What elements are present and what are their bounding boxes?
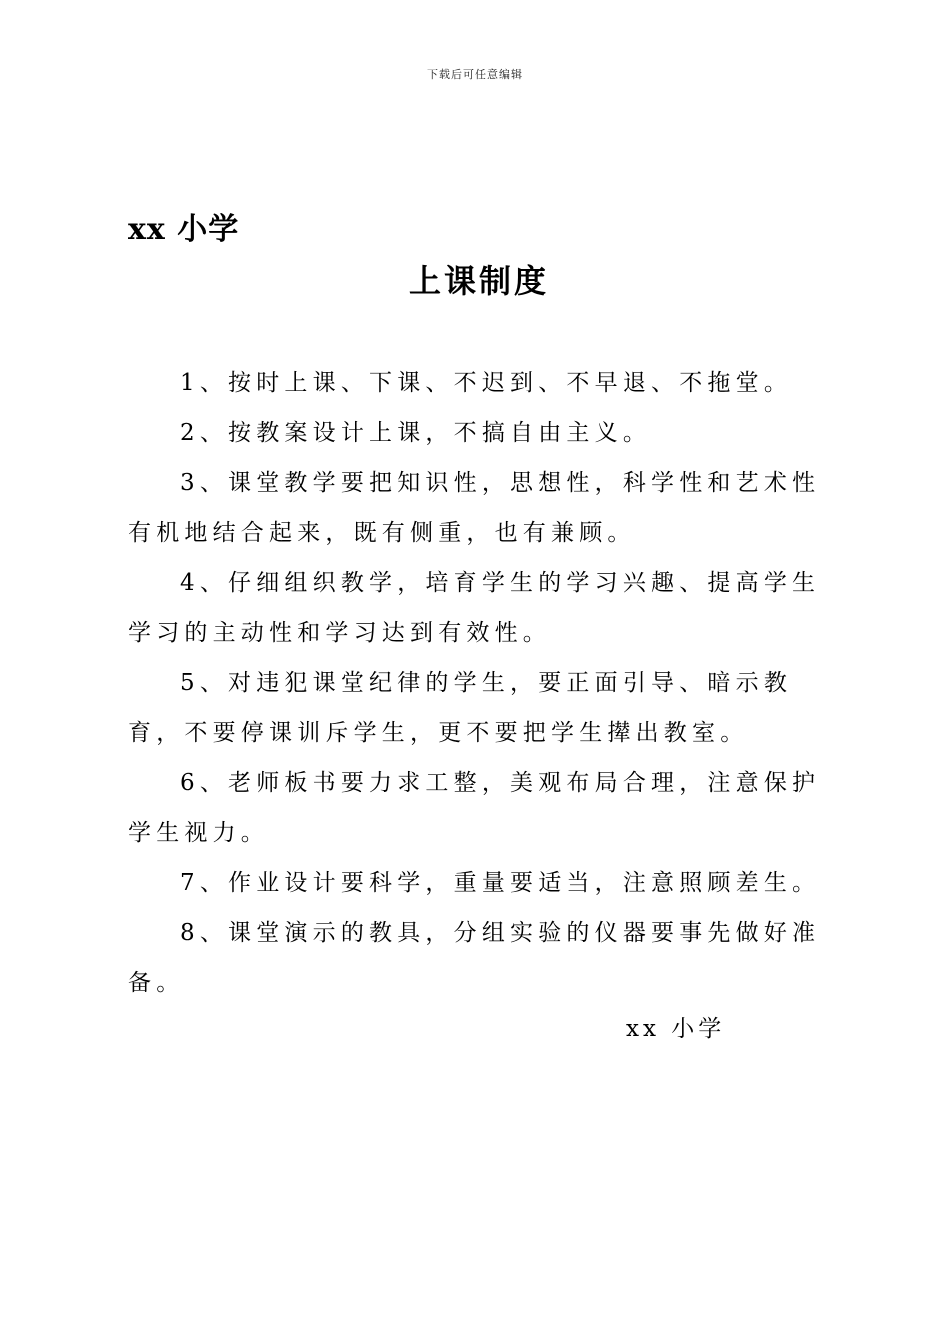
regulation-item-1: 1、按时上课、下课、不迟到、不早退、不拖堂。 (180, 370, 793, 396)
regulation-item-5: 5、对违犯课堂纪律的学生，要正面引导、暗示教育，不要停课训斥学生，更不要把学生撵出教室。 (128, 670, 793, 746)
header-note: 下载后可任意编辑 (427, 68, 523, 81)
signature: xx 小学 (626, 1016, 726, 1042)
regulation-item-3: 3、课堂教学要把知识性，思想性，科学性和艺术性有机地结合起来，既有侧重，也有兼顾。 (128, 470, 821, 546)
regulation-item-4: 4、仔细组织教学，培育学生的学习兴趣、提高学生学习的主动性和学习达到有效性。 (128, 570, 821, 646)
regulation-item-2: 2、按教案设计上课，不搞自由主义。 (180, 420, 652, 446)
regulation-item-6: 6、老师板书要力求工整，美观布局合理，注意保护学生视力。 (128, 770, 821, 846)
school-name-heading: xx 小学 (128, 212, 240, 247)
regulation-item-7: 7、作业设计要科学，重量要适当，注意照顾差生。 (180, 870, 821, 896)
regulation-body (128, 358, 838, 1008)
document-title: 上课制度 (408, 262, 549, 300)
regulation-item-8: 8、课堂演示的教具，分组实验的仪器要事先做好准备。 (128, 920, 821, 996)
